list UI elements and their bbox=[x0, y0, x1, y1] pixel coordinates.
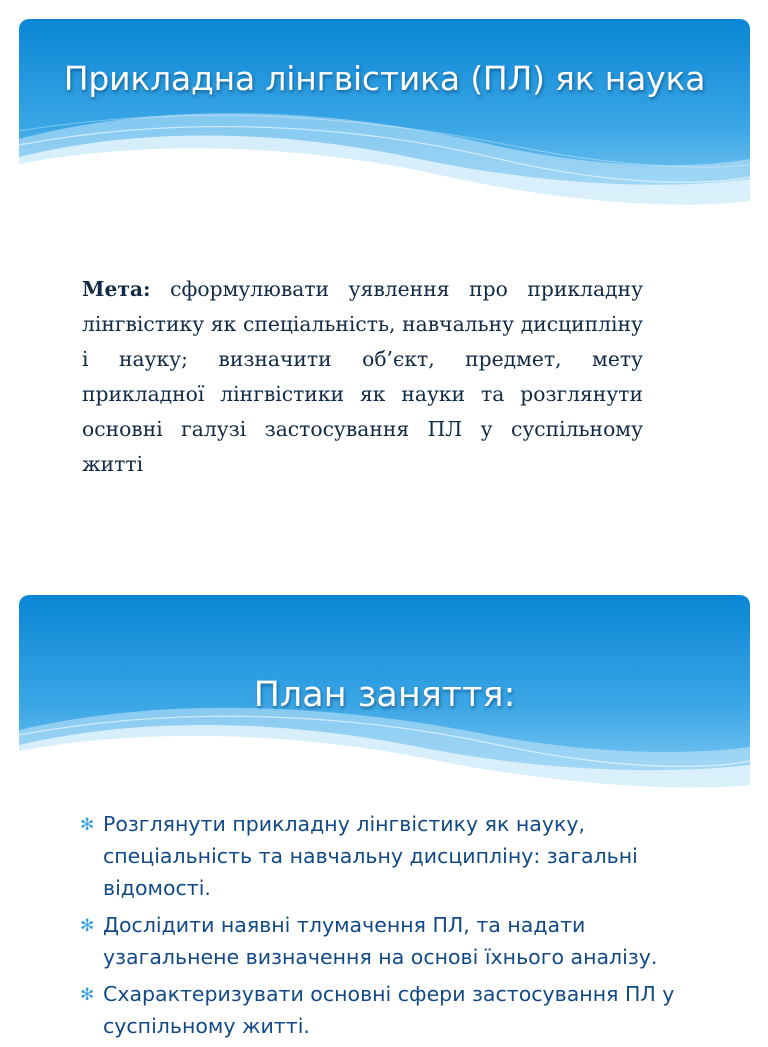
header-wave-graphic bbox=[19, 19, 750, 215]
slide-2-title: План заняття: bbox=[253, 675, 516, 715]
goal-paragraph bbox=[82, 272, 643, 482]
slide-1-title: Прикладна лінгвістика (ПЛ) як наука bbox=[63, 59, 706, 98]
asterisk-bullet-icon: ✻ bbox=[80, 916, 95, 936]
asterisk-bullet-icon: ✻ bbox=[80, 985, 95, 1005]
list-item bbox=[80, 808, 720, 904]
asterisk-bullet-icon: ✻ bbox=[80, 815, 95, 835]
goal-label: Мета: bbox=[82, 277, 151, 301]
list-item bbox=[80, 909, 720, 973]
list-item-text: Розглянути прикладну лінгвістику як науку, спеціальність та навчальну дисципліну: загальні відомості. bbox=[103, 812, 638, 900]
list-item-text: Схарактеризувати основні сфери застосування ПЛ у суспільному житті. bbox=[103, 982, 675, 1038]
slide-2-header bbox=[19, 595, 750, 795]
list-item-text: Дослідити наявні тлумачення ПЛ, та надати узагальнене визначення на основі їхнього аналізу. bbox=[103, 913, 658, 969]
list-item bbox=[80, 978, 720, 1042]
slide-1-header bbox=[19, 19, 750, 215]
goal-text: сформулювати уявлення про прикладну лінгвістику як спеціальність, навчальну дисципліну і науку; визначити об’єкт, предмет, мету прикладної лінгвістики як науки та розглянути основні галузі застосування ПЛ у суспільному житті bbox=[82, 277, 643, 476]
plan-list bbox=[80, 808, 720, 1047]
